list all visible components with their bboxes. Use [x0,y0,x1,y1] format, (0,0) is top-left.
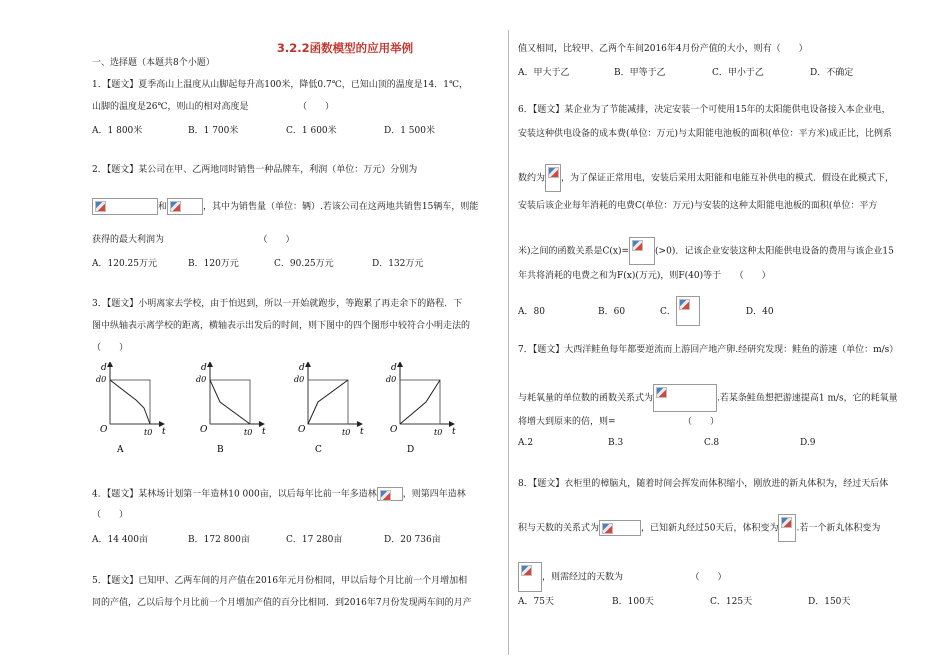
graph-a-label: A [117,445,124,455]
q1-option-c[interactable]: C．1 600米 [286,126,337,136]
graph-b[interactable] [196,362,266,455]
graph-b-t-label: t [262,427,266,437]
graph-c-d-label: d [299,363,305,373]
graph-d-t0-label: t0 [434,428,443,437]
formula-image-icon [518,562,542,592]
graph-d[interactable] [386,362,456,455]
graph-b-d-label: d [201,363,207,373]
q4-options [92,532,441,545]
q8-option-b[interactable]: B．100天 [612,597,654,607]
graph-c-label: C [315,445,322,455]
q2-line-1: 2．【题文】某公司在甲、乙两地同时销售一种品牌车，利润（单位：万元）分别为 [92,165,418,175]
q8-options [518,594,850,607]
q3-line-1: 3．【题文】小明离家去学校，由于怕迟到，所以一开始就跑步，等跑累了再走余下的路程．下 [92,299,463,309]
q8-option-a[interactable]: A．75天 [518,597,554,607]
formula-image-icon [653,384,717,412]
q7-option-d[interactable]: D.9 [800,438,816,448]
q6-line-3-tail: ，为了保证正常用电，安装后采用太阳能和电能互补供电的模式．假设在此模式下， [561,173,895,184]
formula-image-icon [545,164,561,192]
q8-option-c[interactable]: C．125天 [710,597,753,607]
graph-a-d0-label: d0 [96,375,107,384]
graph-a-t-label: t [162,427,166,437]
q3-line-2: 图中纵轴表示离学校的距离，横轴表示出发后的时间，则下图中的四个图形中较符合小明走法的 [92,321,471,331]
q2-options [92,256,423,269]
graph-c-d0-label: d0 [294,375,305,384]
q6-option-d[interactable]: D．40 [745,306,774,317]
q3-graph-figure [92,362,500,457]
graph-d-d-label: d [391,363,397,373]
formula-image-icon [676,296,700,326]
q8-line-3 [518,562,727,592]
q8-line-2-text: 积与天数的关系式为 [518,523,600,534]
q4-line-2: （ ） [92,510,129,520]
formula-image-icon [167,198,203,215]
q2-line-2-text: ，其中为销售量（单位：辆）.若该公司在这两地共销售15辆车，则能 [203,202,479,212]
graph-b-o-label: O [200,425,208,435]
section-heading: 一、选择题（本题共8个小题） [92,58,215,68]
formula-image-icon [629,237,655,265]
column-divider [508,30,509,655]
q7-option-c[interactable]: C.8 [704,438,720,448]
q1-options [92,123,435,136]
graph-c-t-label: t [360,427,364,437]
q6-line-5-text: 米)之间的函数关系是C(x)= [518,246,630,257]
q2-option-c[interactable]: C．90.25万元 [274,259,334,269]
q6-line-3-text: 数约为 [518,173,546,184]
graph-c[interactable] [294,362,364,455]
q6-line-6: 年共将消耗的电费之和为F(x)(万元)，则F(40)等于 （ ） [518,271,771,281]
q6-option-c[interactable]: C． [660,306,676,317]
q2-option-b[interactable]: B．120万元 [188,259,239,269]
graph-d-t-label: t [452,427,456,437]
graph-d-o-label: O [390,425,398,435]
graph-d-d0-label: d0 [386,375,397,384]
q7-line-2-text: 与耗氧量的单位数的函数关系式为 [518,393,654,404]
formula-image-icon [599,520,641,536]
graph-c-t0-label: t0 [342,428,351,437]
graph-d-label: D [407,445,415,455]
q4-option-c[interactable]: C．17 280亩 [286,535,343,545]
q7-line-1: 7．【题文】大西洋鲑鱼每年都要逆流而上游回产地产卵.经研究发现：鲑鱼的游速（单位：m/s） [518,345,899,355]
q8-line-3-text: ，则需经过的天数为 （ ） [542,572,727,583]
q2-and: 和 [158,202,168,212]
q6-option-b[interactable]: B．60 [598,306,626,317]
graph-b-t0-label: t0 [244,428,253,437]
formula-image-icon [377,487,403,501]
q6-option-a[interactable]: A．80 [518,306,545,317]
q5-option-c[interactable]: C．甲小于乙 [712,68,764,78]
graph-a-o-label: O [100,425,108,435]
q4-option-b[interactable]: B．172 800亩 [188,535,250,545]
q5-options [518,65,853,78]
graph-a[interactable] [96,362,166,455]
q4-line-1-tail: ，则第四年造林 [402,489,466,500]
q5-option-b[interactable]: B．甲等于乙 [614,68,666,78]
q1-option-a[interactable]: A．1 800米 [92,126,143,136]
formula-image-icon [778,514,796,542]
q7-line-2 [518,384,898,412]
q8-line-1: 8．【题文】衣柜里的樟脑丸，随着时间会挥发而体积缩小，刚放进的新丸体积为，经过天后体 [518,479,889,489]
q4-option-d[interactable]: D．20 736亩 [384,535,441,545]
q6-line-5-tail: (>0)．记该企业安装这种太阳能供电设备的费用与该企业15 [655,246,894,257]
q4-option-a[interactable]: A．14 400亩 [92,535,148,545]
q8-line-2-tail: .若一个新丸体积变为 [796,523,881,534]
q6-line-5 [518,237,894,265]
graph-a-d-label: d [101,363,107,373]
q4-line-1 [92,487,466,501]
q5-line-3: 值又相同，比较甲、乙两个车间2016年4月份产值的大小，则有（ ） [518,44,808,54]
q3-line-3: （ ） [92,343,129,353]
q3-graphs [92,362,500,457]
page-title: 3.2.2函数模型的应用举例 [276,41,414,55]
q6-line-1: 6．【题文】某企业为了节能减排，决定安装一个可使用15年的太阳能供电设备接入本企业电， [518,105,891,115]
q7-option-b[interactable]: B.3 [608,438,624,448]
q1-option-d[interactable]: D．1 500米 [384,126,435,136]
q5-line-2: 同的产值，乙以后每个月比前一个月增加产值的百分比相同．到2016年7月份发现两车间的月产 [92,598,472,608]
q8-line-2-mid: ，已知新丸经过50天后，体积变为 [641,523,779,534]
graph-b-d0-label: d0 [196,375,207,384]
graph-b-label: B [217,445,224,455]
q6-line-2: 安装这种供电设备的成本费(单位：万元)与太阳能电池板的面积(单位：平方米)成正比，比例系 [518,129,893,139]
q5-option-d[interactable]: D．不确定 [810,68,854,78]
q4-line-1-text: 4．【题文】某林场计划第一年造林10 000亩，以后每年比前一年多造林 [92,489,377,500]
q6-options [518,296,774,326]
q7-option-a[interactable]: A.2 [518,438,534,448]
q2-option-a[interactable]: A．120.25万元 [92,259,157,269]
q6-line-4: 安装后该企业每年消耗的电费C(单位：万元)与安装的这种太阳能电池板的面积(单位：平方 [518,201,878,211]
formula-image-icon [92,198,158,215]
q7-line-3: 将增大到原来的倍，则= （ ） [518,417,720,427]
q2-line-2 [92,198,478,215]
q1-line-2: 山脚的温度是26℃，则山的相对高度是 （ ） [92,102,335,112]
q5-line-1: 5．【题文】已知甲、乙两车间的月产值在2016年元月份相同，甲以后每个月比前一个月增加相 [92,576,468,586]
graph-a-t0-label: t0 [144,428,153,437]
q2-line-3: 获得的最大利润为 （ ） [92,235,295,245]
q7-line-2-tail: .若某条鲑鱼想把游速提高1 m/s，它的耗氧量 [717,393,898,404]
q5-option-a[interactable]: A．甲大于乙 [518,68,570,78]
q7-options [518,438,815,448]
q6-line-3 [518,164,894,192]
graph-c-o-label: O [298,425,306,435]
q1-line-1: 1．【题文】夏季高山上温度从山脚起每升高100米，降低0.7℃，已知山顶的温度是14．1℃， [92,80,469,90]
q8-line-2 [518,514,880,542]
q2-option-d[interactable]: D．132万元 [372,259,424,269]
q8-option-d[interactable]: D．150天 [808,597,851,607]
q1-option-b[interactable]: B．1 700米 [188,126,239,136]
